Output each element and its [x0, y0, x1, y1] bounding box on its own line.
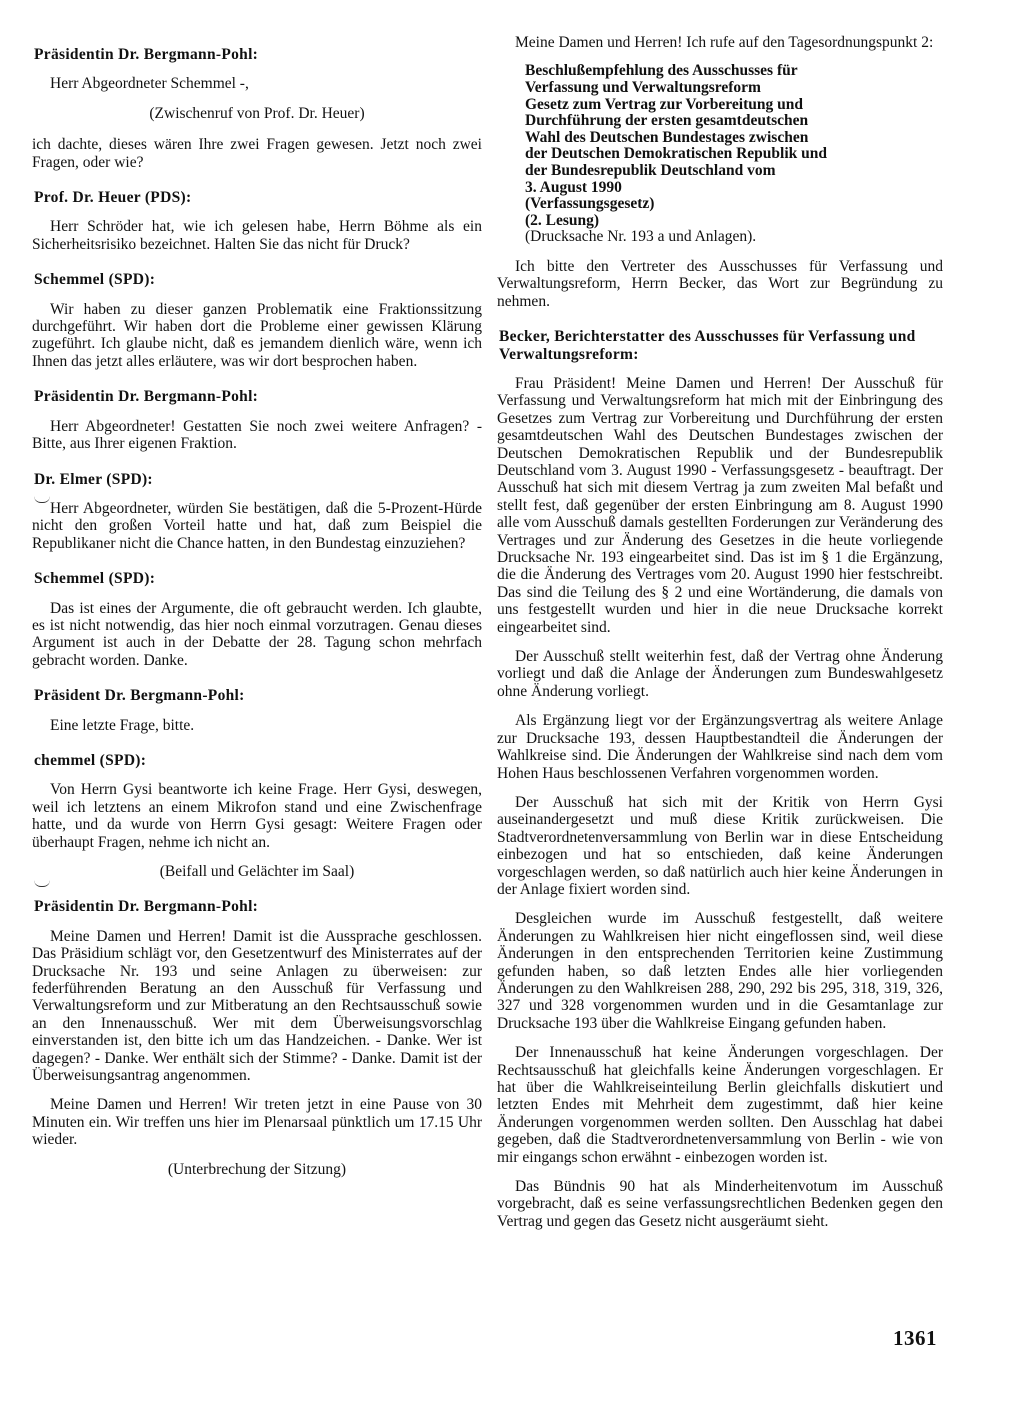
- speech-paragraph: Der Ausschuß hat sich mit der Kritik von Herrn Gysi auseinandergesetzt und muß diese Kritik zurückweisen. Die Stadtverordnetenversammlung von Berlin war in diese Entscheidung einbezogen und hat so entschieden, daß keine Änderungen vorgeschlagen werden, so daß natürlich auch hier keine Änderungen in der Anlage fixiert worden sind.: [497, 793, 943, 898]
- speech-paragraph: ich dachte, dieses wären Ihre zwei Fragen gewesen. Jetzt noch zwei Fragen, oder wie?: [32, 136, 482, 171]
- interjection: (Unterbrechung der Sitzung): [167, 1160, 347, 1178]
- interjection: (Zwischenruf von Prof. Dr. Heuer): [149, 104, 365, 122]
- agenda-line: (Drucksache Nr. 193 a und Anlagen).: [525, 228, 757, 246]
- speech-paragraph: Meine Damen und Herren! Damit ist die Aussprache geschlossen. Das Präsidium schlägt vor, den Gesetzentwurf des Ministerrates auf der Drucksache Nr. 193 und seine Anlagen zu überweisen: zur federführenden Beratung an den Ausschuß für Verfassung und Verwaltungsreform und zur Mitberatung an den Rechtsausschuß sowie an den Innenausschuß. Wer mit dem Überweisungsvorschlag einverstanden ist, den bitte ich um das Handzeichen. - Danke. Wer ist dagegen? - Danke. Wer enthält sich der Stimme? - Danke. Damit ist der Überweisungsantrag angenommen.: [32, 927, 482, 1085]
- speech-paragraph: Von Herrn Gysi beantworte ich keine Frage. Herr Gysi, deswegen, weil ich letztens an einem Mikrofon stand und eine Zwischenfrage hatte, und da wurde von Herrn Gysi gesagt: Weitere Fragen oder überhaupt Fragen, nehme ich nicht an.: [32, 781, 482, 851]
- speech-paragraph: Das Bündnis 90 hat als Minderheitenvotum im Ausschuß vorgebracht, daß es seine verfassungsrechtlichen Bedenken gegen den Vertrag und gegen das Gesetz nicht ausgeräumt sieht.: [497, 1178, 943, 1230]
- speech-paragraph: Meine Damen und Herren! Wir treten jetzt in eine Pause von 30 Minuten ein. Wir treffen uns hier im Plenarsaal pünktlich um 17.15 Uhr wieder.: [32, 1096, 482, 1149]
- agenda-line: Beschlußempfehlung des Ausschusses für: [525, 62, 798, 80]
- speech-paragraph: Frau Präsident! Meine Damen und Herren! Der Ausschuß für Verfassung und Verwaltungsreform hat mich mit der Einbringung des Gesetzes zum Vertrag zur Vorbereitung und Durchführung der ersten gesamtdeutschen Wahl des Deutschen Bundestages zwischen der Deutschen Demokratischen Republik und der Bundesrepublik Deutschland vom 3. August 1990 - Verfassungsgesetz - beauftragt. Der Ausschuß hat sich mit diesem Vertrag ja zum zweiten Mal befaßt und stellt fest, daß gegenüber der ersten Einbringung am 8. August 1990 alle vom Ausschuß damals gestellten Forderungen zur Veränderung des Vertrages und zur Änderung des Gesetzes in die heute vorliegende Drucksache Nr. 193 eingearbeitet sind. Das ist im § 1 die Ergänzung, die die Änderung des Vertrages vom 20. August 1990 hier festschreibt. Das sind die Teilung des § 2 und eine Wortänderung, die damals von uns festgestellt wurden und hier in die neue Drucksache korrekt eingearbeitet sind.: [497, 374, 943, 636]
- speech-paragraph: Der Ausschuß stellt weiterhin fest, daß der Vertrag ohne Änderung vorliegt und daß die Anlage der Änderungen zum Bundeswahlgesetz ohne Änderung vorliegt.: [497, 648, 943, 700]
- agenda-line: der Bundesrepublik Deutschland vom: [525, 161, 776, 179]
- agenda-line: (Verfassungsgesetz): [525, 195, 655, 213]
- page-number: 1361: [893, 1326, 937, 1350]
- agenda-line: der Deutschen Demokratischen Republik und: [525, 145, 828, 163]
- agenda-line: 3. August 1990: [525, 178, 622, 196]
- speaker-heading: Präsidentin Dr. Bergmann-Pohl:: [34, 388, 259, 406]
- speaker-heading: Schemmel (SPD):: [34, 570, 156, 588]
- agenda-item: [525, 63, 943, 246]
- left-column: [32, 34, 482, 1192]
- speaker-heading: Präsidentin Dr. Bergmann-Pohl:: [34, 898, 259, 916]
- speech-paragraph: Meine Damen und Herren! Ich rufe auf den Tagesordnungspunkt 2:: [515, 34, 934, 51]
- speech-paragraph: Herr Schröder hat, wie ich gelesen habe, Herrn Böhme als ein Sicherheitsrisiko bezeichnet. Halten Sie das nicht für Druck?: [32, 218, 482, 253]
- right-column: [497, 34, 943, 1242]
- speaker-heading: Prof. Dr. Heuer (PDS):: [34, 189, 192, 207]
- speech-paragraph: Wir haben zu dieser ganzen Problematik eine Fraktionssitzung durchgeführt. Wir haben dort die Probleme einer gewissen Klärung zugeführt. Ich glaube nicht, daß es jemandem dienlich wäre, wenn ich Ihnen das jetzt alles erläutere, was wir dort besprochen haben.: [32, 300, 482, 370]
- speaker-heading: Dr. Elmer (SPD):: [34, 470, 153, 488]
- speaker-heading: Becker, Berichterstatter des Ausschusses für Verfassung und Verwaltungsreform:: [499, 328, 916, 363]
- speech-paragraph: Der Innenausschuß hat keine Änderungen vorgeschlagen. Der Rechtsausschuß hat gleichfalls keine Änderungen vorgeschlagen. Er hat über die Wahlkreiseinteilung Berlin gleichfalls diskutiert und letzten Endes mit Mehrheit dem zugestimmt, daß hier keine Änderungen vorgenommen werden sollten. Den Ausschlag hat dabei gegeben, daß die Stadtverordnetenversammlung von Berlin - wie von mir eingangs schon erwähnt - einbezogen worden ist.: [497, 1044, 943, 1166]
- speech-paragraph: Herr Abgeordneter! Gestatten Sie noch zwei weitere Anfragen? - Bitte, aus Ihrer eigenen Fraktion.: [32, 417, 482, 453]
- speech-paragraph: Herr Abgeordneter, würden Sie bestätigen, daß die 5-Prozent-Hürde nicht den großen Vorteil hatte und hat, daß zum Beispiel die Republikaner nicht die Chance hatten, in den Bundestag einzuziehen?: [32, 499, 482, 552]
- speech-paragraph: Das ist eines der Argumente, die oft gebraucht werden. Ich glaubte, es ist nicht notwendig, das hier noch einmal vorzutragen. Genau dieses Argument ist auch in der Debatte der 28. Tagung schon mehrfach gebracht worden. Danke.: [32, 599, 482, 669]
- interjection: (Beifall und Gelächter im Saal): [159, 863, 355, 880]
- speaker-heading: chemmel (SPD):: [34, 751, 147, 769]
- speaker-heading: Präsidentin Dr. Bergmann-Pohl:: [34, 46, 259, 63]
- agenda-line: Wahl des Deutschen Bundestages zwischen: [525, 128, 809, 146]
- speaker-heading: Schemmel (SPD):: [34, 271, 156, 289]
- speech-paragraph: Desgleichen wurde im Ausschuß festgestellt, daß weitere Änderungen zu Wahlkreisen hier nicht eingeflossen sind, weil diese Änderungen in den entsprechenden Territorien keine Zustimmung gefunden haben, so daß letzten Endes alle hier vorliegenden Änderungen zu den Wahlkreisen 288, 290, 292 bis 295, 318, 319, 326, 327 und 328 vorgenommen wurden und in die Gesamtanlage zur Drucksache 193 über die Wahlkreise Eingang gefunden haben.: [497, 910, 943, 1032]
- agenda-line: Verfassung und Verwaltungsreform: [525, 79, 761, 96]
- agenda-line: Durchführung der ersten gesamtdeutschen: [525, 112, 809, 130]
- speech-paragraph: Ich bitte den Vertreter des Ausschusses für Verfassung und Verwaltungsreform, Herrn Becker, das Wort zur Begründung zu nehmen.: [497, 257, 943, 310]
- speech-paragraph: Als Ergänzung liegt vor der Ergänzungsvertrag als weitere Anlage zur Drucksache 193, dessen Hauptbestandteil die Änderungen der Wahlkreise sind. Die Änderungen der Wahlkreise sind nach dem vom Hohen Haus beschlossenen Verfahren vorgenommen worden.: [497, 712, 943, 782]
- speech-paragraph: Eine letzte Frage, bitte.: [50, 716, 195, 734]
- agenda-line: (2. Lesung): [525, 211, 600, 229]
- speech-paragraph: Herr Abgeordneter Schemmel -,: [50, 75, 249, 93]
- speaker-heading: Präsident Dr. Bergmann-Pohl:: [34, 687, 245, 705]
- agenda-line: Gesetz zum Vertrag zur Vorbereitung und: [525, 95, 803, 113]
